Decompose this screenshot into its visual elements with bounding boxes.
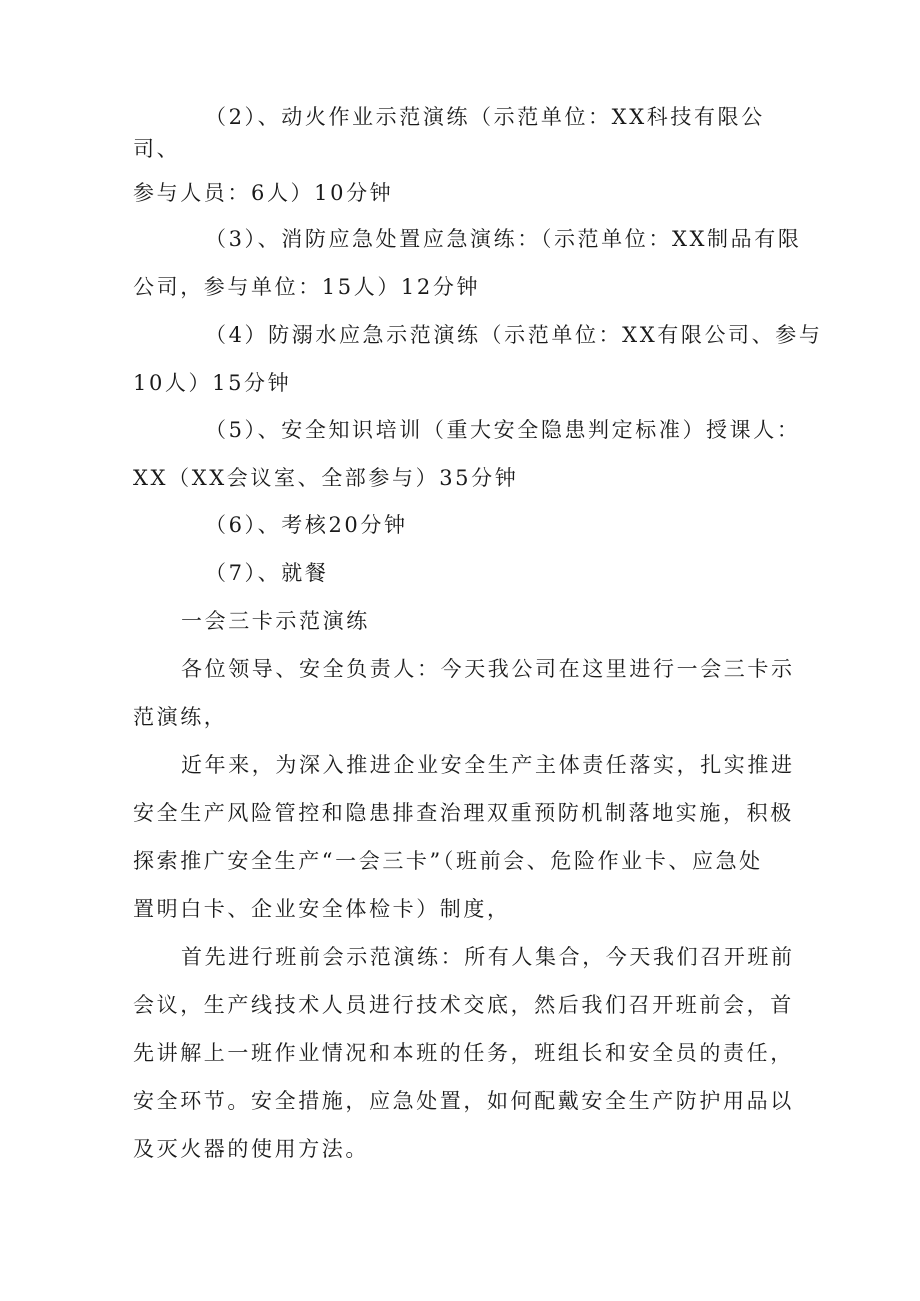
item-4-line-1: （4）防溺水应急示范演练（示范单位：XX有限公司、参与 — [205, 323, 823, 347]
para-2-line-3: 探索推广安全生产“一会三卡”（班前会、危险作业卡、应急处 — [133, 849, 763, 873]
item-2-line-2: 司、 — [133, 137, 181, 161]
para-3-line-1: 首先进行班前会示范演练：所有人集合，今天我们召开班前 — [181, 945, 795, 969]
item-3-line-2: 公司，参与单位：15人）12分钟 — [133, 275, 481, 299]
item-7-line: （7）、就餐 — [205, 561, 329, 585]
para-3-line-5: 及灭火器的使用方法。 — [133, 1137, 369, 1161]
item-2-line-1: （2）、动火作业示范演练（示范单位：XX科技有限公 — [205, 105, 765, 129]
para-2-line-1: 近年来，为深入推进企业安全生产主体责任落实，扎实推进 — [181, 753, 795, 777]
para-1-line-2: 范演练， — [133, 705, 228, 729]
item-3-line-1: （3）、消防应急处置应急演练：（示范单位：XX制品有限 — [205, 227, 802, 251]
item-2-line-3: 参与人员：6人）10分钟 — [133, 181, 394, 205]
para-1-line-1: 各位领导、安全负责人：今天我公司在这里进行一会三卡示 — [181, 657, 795, 681]
para-2-line-2: 安全生产风险管控和隐患排查治理双重预防机制落地实施，积极 — [133, 801, 794, 825]
para-3-line-4: 安全环节。安全措施，应急处置，如何配戴安全生产防护用品以 — [133, 1089, 794, 1113]
para-2-line-4: 置明白卡、企业安全体检卡）制度， — [133, 897, 511, 921]
para-3-line-3: 先讲解上一班作业情况和本班的任务，班组长和安全员的责任， — [133, 1041, 794, 1065]
item-5-line-2: XX（XX会议室、全部参与）35分钟 — [133, 466, 519, 490]
item-4-line-2: 10人）15分钟 — [133, 371, 292, 395]
section-heading: 一会三卡示范演练 — [181, 609, 370, 633]
item-6-line: （6）、考核20分钟 — [205, 513, 408, 537]
para-3-line-2: 会议，生产线技术人员进行技术交底，然后我们召开班前会，首 — [133, 993, 794, 1017]
item-5-line-1: （5）、安全知识培训（重大安全隐患判定标准）授课人： — [205, 418, 801, 442]
